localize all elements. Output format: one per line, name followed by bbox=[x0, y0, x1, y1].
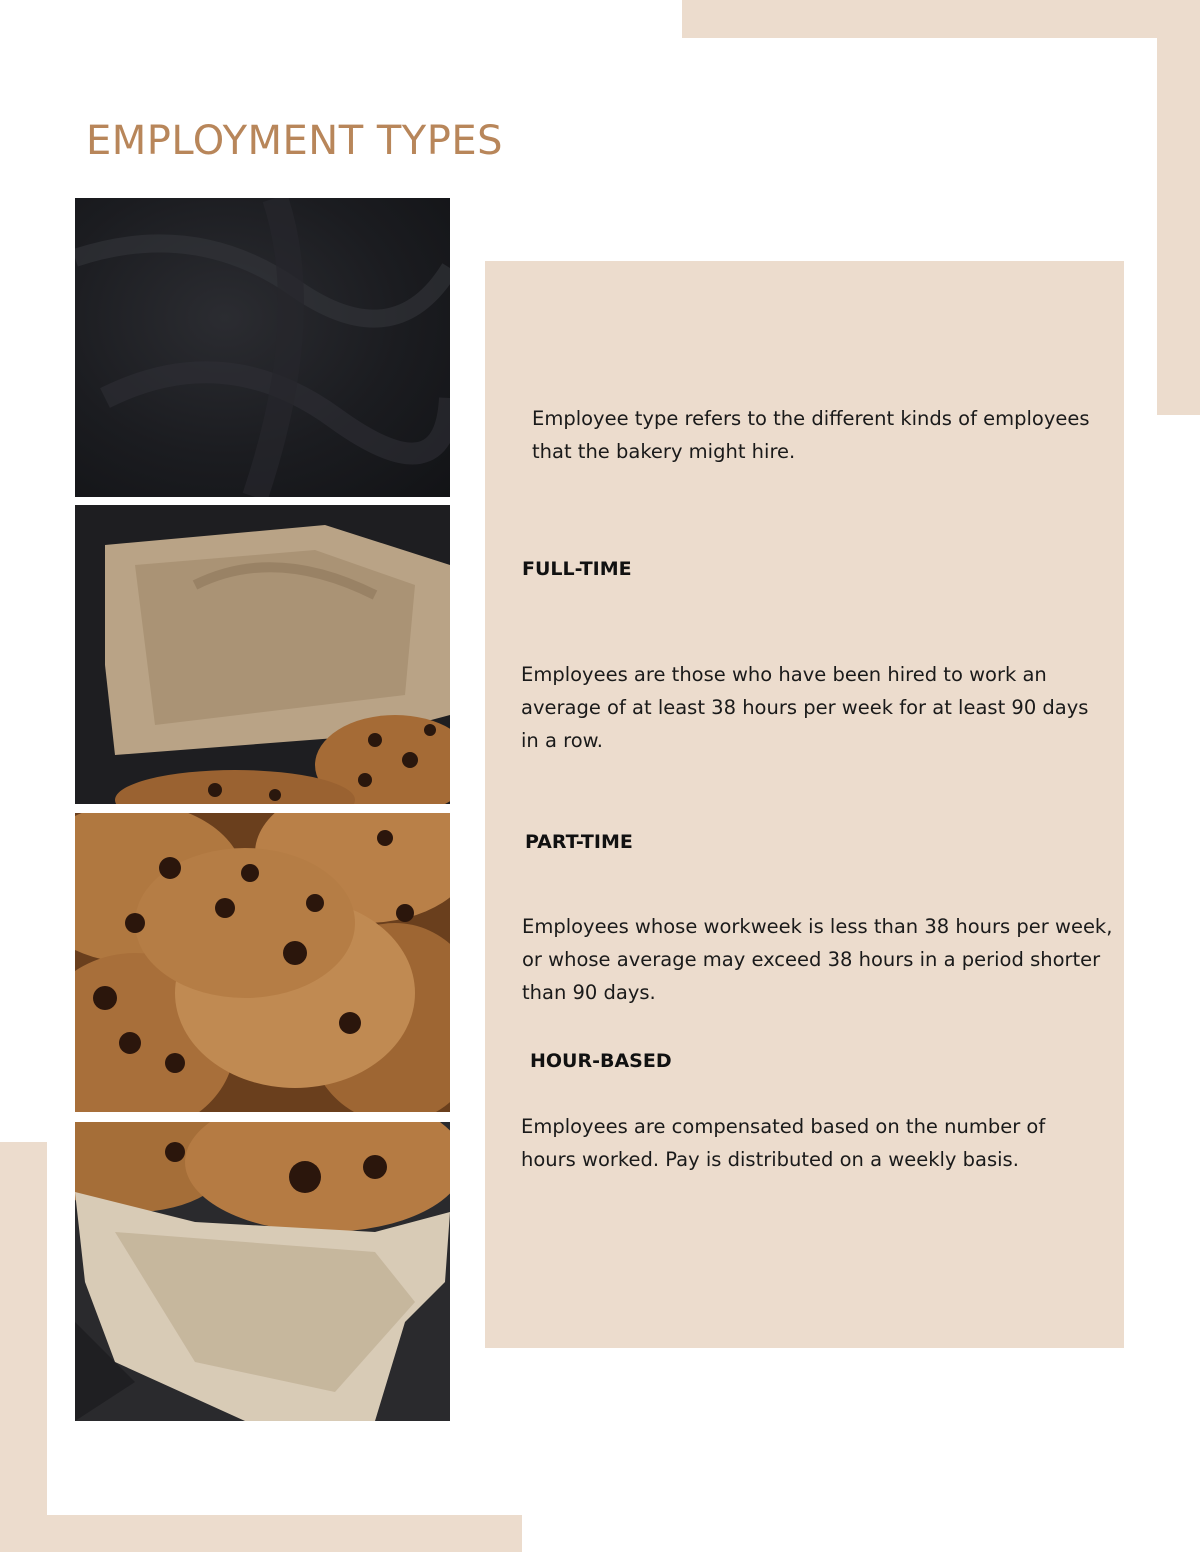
photo-cookies-pile bbox=[75, 813, 450, 1112]
hour-based-description: Employees are compensated based on the number of hours worked. Pay is distributed on a weekly basis. bbox=[521, 1115, 1046, 1171]
decor-band-top bbox=[682, 0, 1200, 38]
part-time-description: Employees whose workweek is less than 38 hours per week, or whose average may exceed 38 hours in a period shorter than 90 days. bbox=[522, 915, 1113, 1004]
page-title: EMPLOYMENT TYPES bbox=[86, 118, 504, 164]
photo-cookies-bag bbox=[75, 505, 450, 804]
content-panel bbox=[485, 261, 1124, 1348]
photo-cookies-parchment bbox=[75, 1122, 450, 1421]
heading-part-time: PART-TIME bbox=[525, 831, 633, 853]
photo-dark-fabric bbox=[75, 198, 450, 497]
decor-bar-left bbox=[0, 1142, 47, 1552]
full-time-description: Employees are those who have been hired to work an average of at least 38 hours per week for at least 90 days in a row. bbox=[521, 663, 1089, 752]
decor-bar-right bbox=[1157, 0, 1200, 415]
intro-text: Employee type refers to the different kinds of employees that the bakery might hire. bbox=[532, 407, 1090, 463]
heading-full-time: FULL-TIME bbox=[522, 558, 632, 580]
heading-hour-based: HOUR-BASED bbox=[530, 1050, 672, 1072]
decor-band-bottom bbox=[0, 1515, 522, 1552]
